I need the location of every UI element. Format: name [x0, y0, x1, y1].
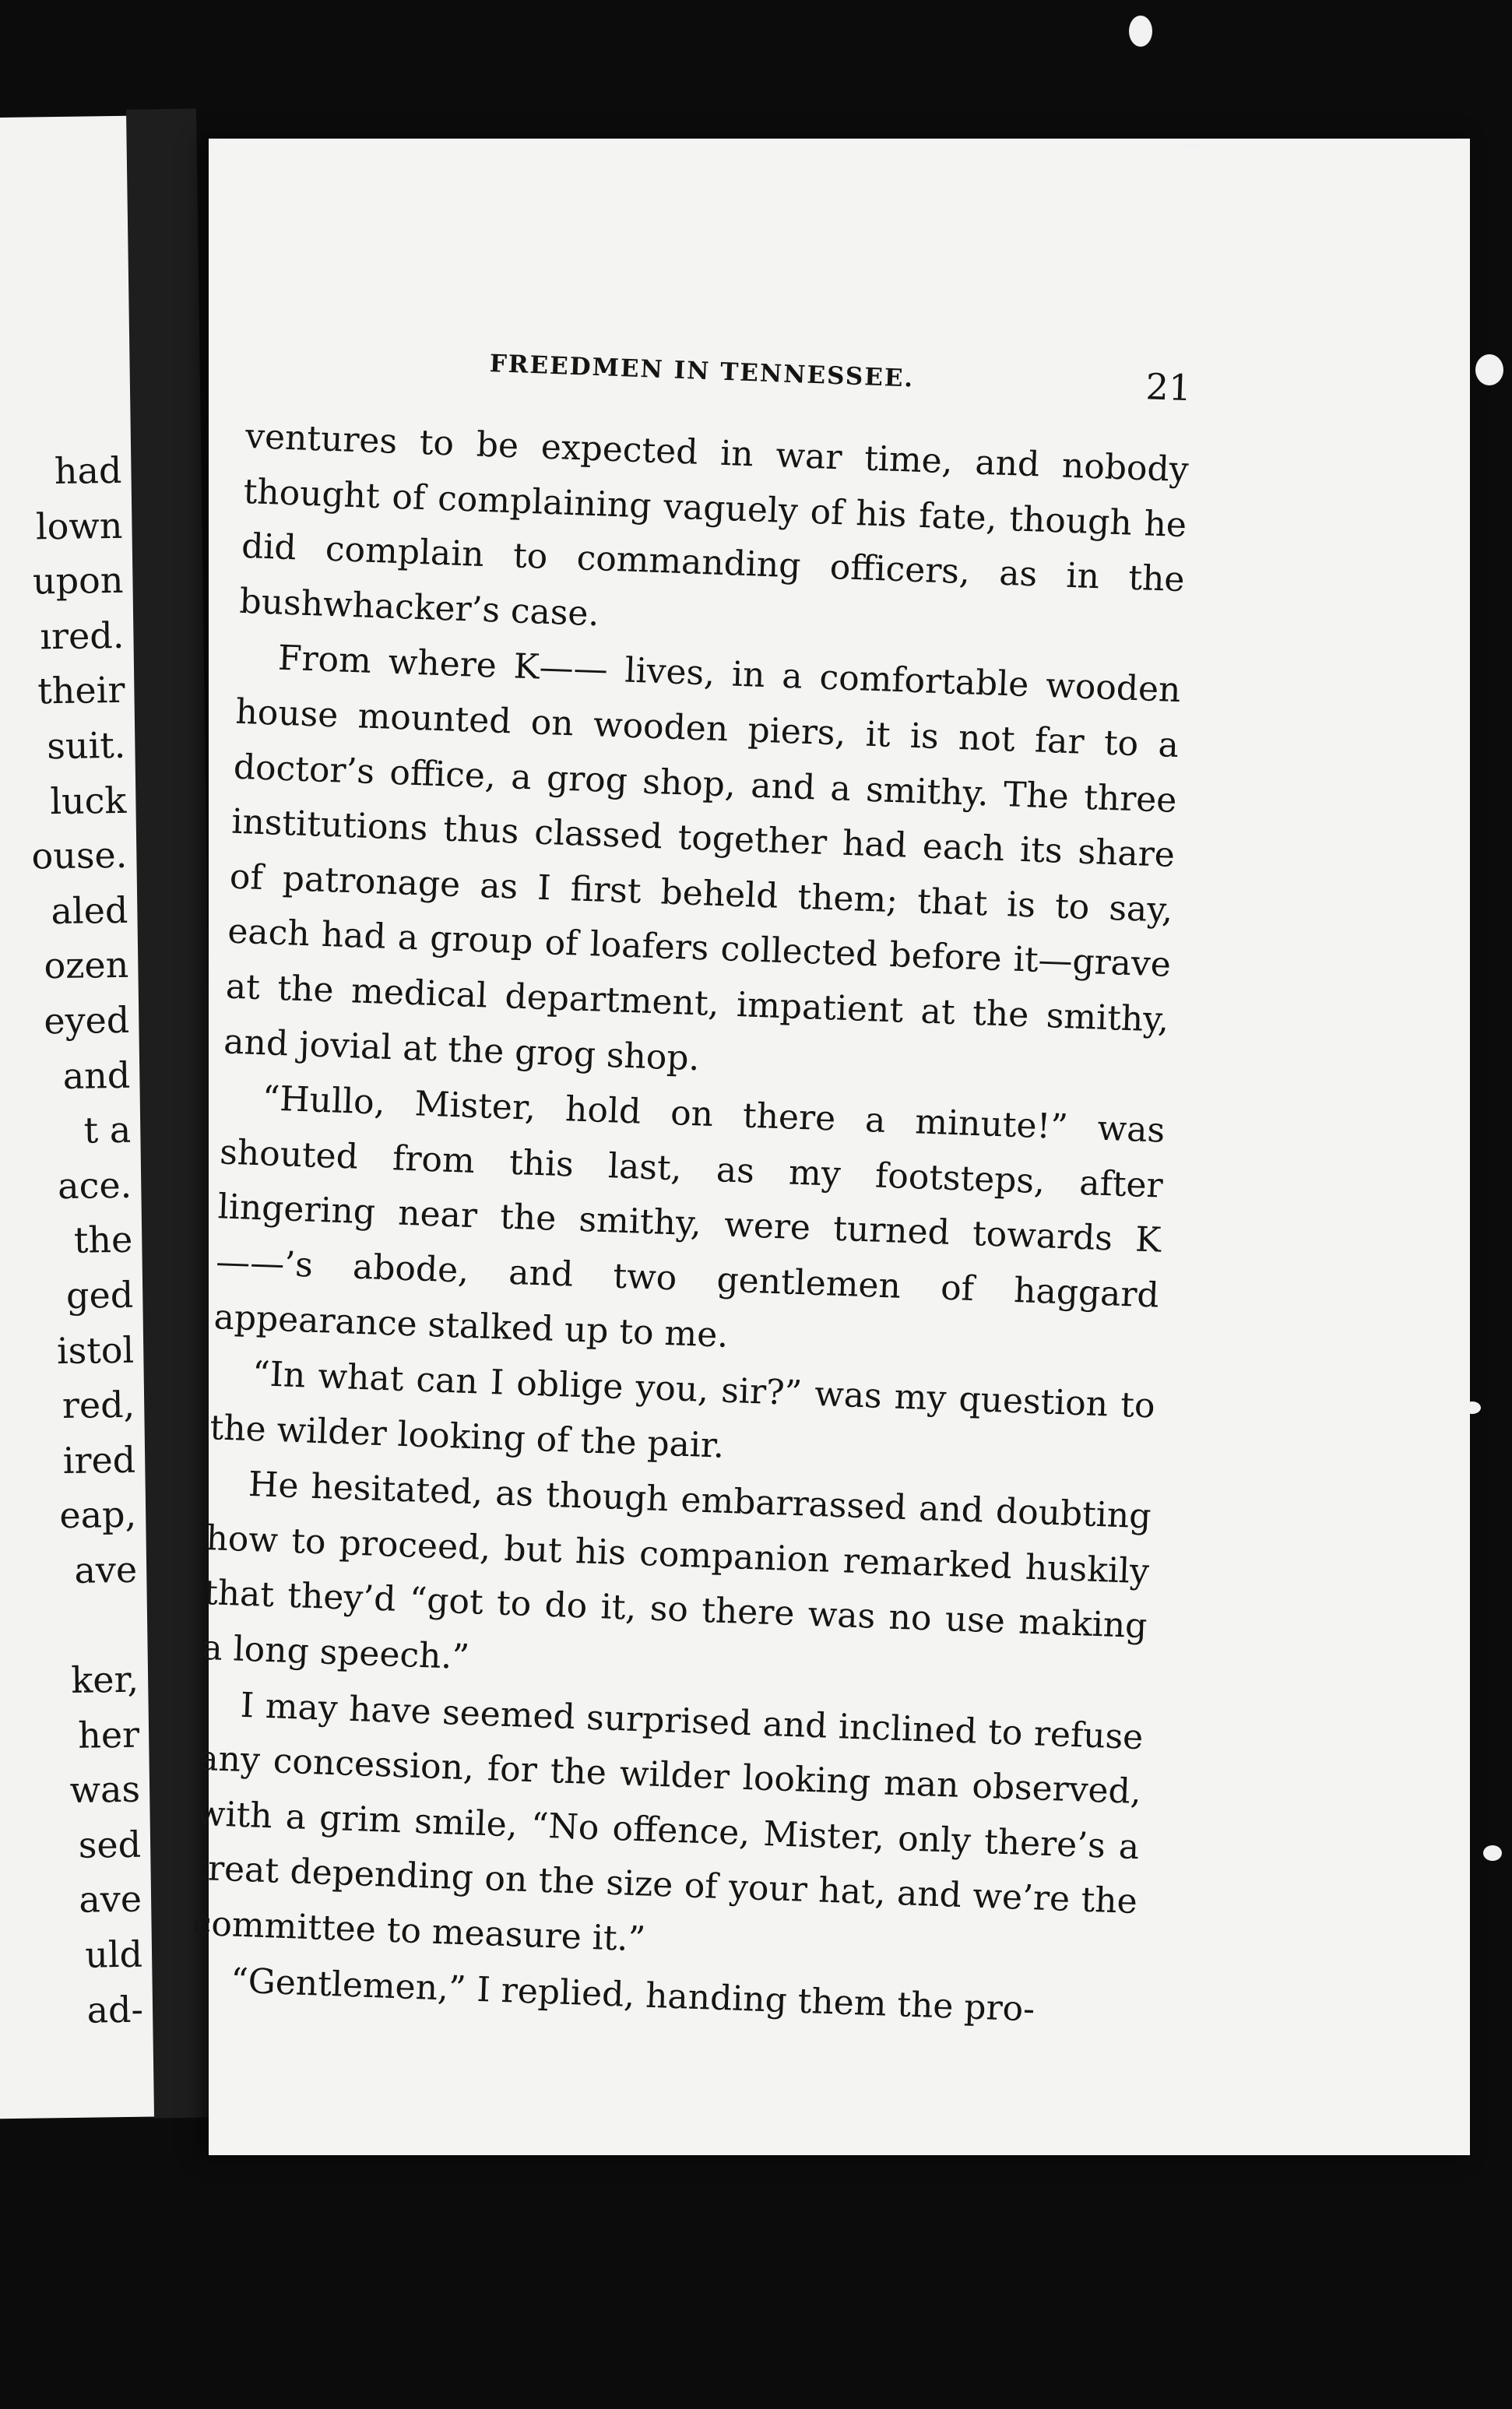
facing-line: ad-: [86, 1988, 144, 2031]
facing-line: ged: [65, 1273, 134, 1317]
facing-line: sed: [78, 1823, 142, 1866]
facing-line: ave: [74, 1548, 138, 1591]
facing-line: ave: [79, 1878, 142, 1922]
facing-line: their: [37, 669, 125, 712]
page-text-block: [189, 333, 1192, 2041]
facing-line: t a: [83, 1108, 132, 1152]
paragraph: ventures to be expected in war time, and nobody thought of complaining vaguely of his fate, though he did complain to commanding officers, as in the bushwhacker’s case.: [238, 416, 1190, 635]
facing-line: lown: [35, 504, 123, 547]
scan-speck: [1483, 1845, 1502, 1861]
paragraph: “Gentlemen,” I replied, handing them the pro-: [230, 1961, 1036, 2030]
paragraph: “Hullo, Mister, hold on there a minute!” was shouted from this last, as my footsteps, after lingering near the smithy, were turned towards K——’s abode, and two gentlemen of haggard appearance stalked up to me.: [213, 1078, 1166, 1356]
facing-line: her: [77, 1713, 140, 1757]
paragraph: From where K—— lives, in a comfortable wooden house mounted on wooden piers, it is not far to a doctor’s office, a grog shop, and a smithy. The three institutions thus classed together had each its share of patronage as I first beheld them; that is to say, each had a group of loafers collected before it—grave at the medical department, impatient at the smithy, and jovial at the grog shop.: [223, 638, 1182, 1078]
facing-line: [0, 1597, 139, 1654]
facing-line: ıred.: [39, 614, 125, 658]
facing-line: aled: [51, 888, 128, 932]
scan-speck: [1464, 1401, 1481, 1414]
facing-line: red,: [62, 1383, 135, 1427]
scan-speck: [1183, 144, 1202, 149]
scan-speck: [1475, 354, 1503, 385]
facing-line: suit.: [46, 723, 126, 768]
book-page: [191, 139, 1470, 2155]
running-title: FREEDMEN IN TENNESSEE.: [489, 350, 915, 393]
facing-line: ace.: [57, 1163, 132, 1207]
paragraph: He hesitated, as though embarrassed and doubting how to proceed, but his companion remarked huskily that they’d “got to do it, so there was no use making a long speech.”: [201, 1465, 1152, 1678]
facing-line: ozen: [44, 944, 129, 987]
facing-line: and: [62, 1053, 131, 1097]
paragraph: I may have seemed surprised and inclined to refuse any concession, for the wilder looking man observed, with a grim smile, “No offence, Mister, only there’s a treat depending on the size of your hat, and we’re the committee to measure it.”: [191, 1685, 1145, 1960]
facing-line: eyed: [44, 998, 130, 1043]
facing-page-text: [0, 443, 143, 2039]
paragraph: “In what can I oblige you, sir?” was my question to the wilder looking of the pair.: [209, 1354, 1156, 1466]
facing-line: uld: [84, 1932, 143, 1976]
page-number: 21: [1145, 365, 1193, 410]
facing-line: ired: [62, 1438, 136, 1482]
facing-line: istol: [56, 1328, 135, 1372]
facing-line: eap,: [59, 1493, 137, 1537]
facing-line: had: [54, 448, 122, 493]
facing-line: ouse.: [31, 833, 128, 877]
facing-line: ker,: [71, 1658, 139, 1701]
facing-line: was: [69, 1767, 141, 1812]
facing-line: upon: [32, 559, 124, 603]
scan-speck: [1129, 16, 1152, 47]
facing-line: the: [73, 1219, 133, 1262]
facing-line: luck: [49, 779, 127, 822]
